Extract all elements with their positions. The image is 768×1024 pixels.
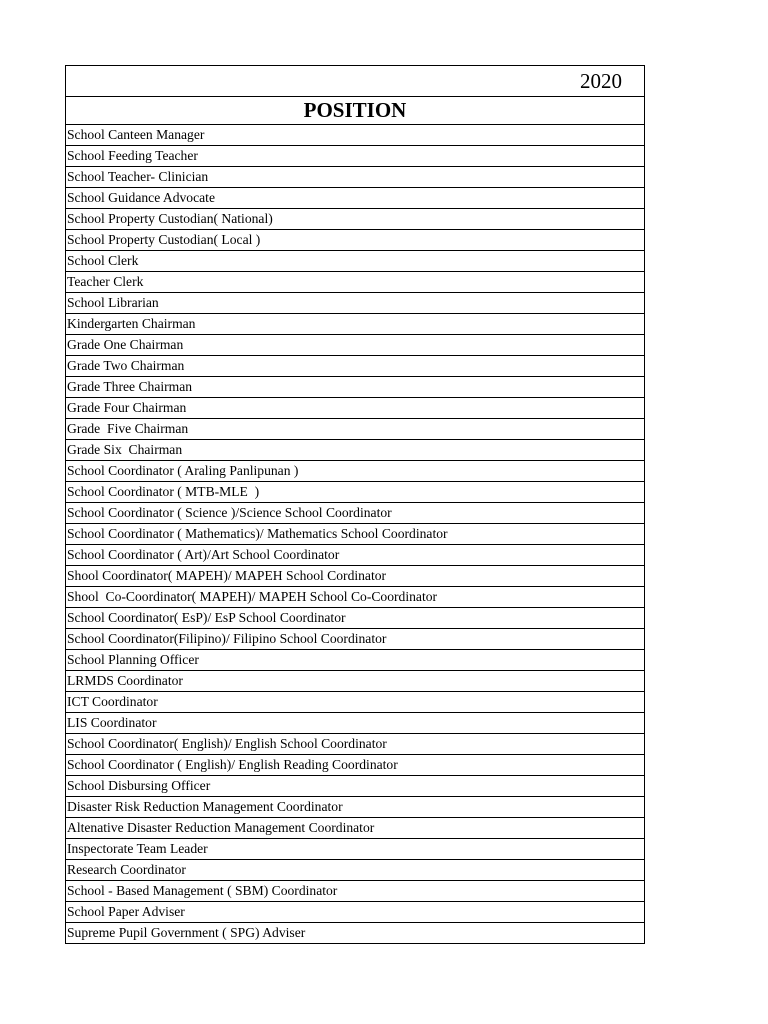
position-row: Inspectorate Team Leader xyxy=(66,839,644,860)
position-row: School Teacher- Clinician xyxy=(66,167,644,188)
position-row: School Coordinator ( Mathematics)/ Mathematics School Coordinator xyxy=(66,524,644,545)
position-row: ICT Coordinator xyxy=(66,692,644,713)
position-row: Grade Two Chairman xyxy=(66,356,644,377)
position-row: School Coordinator ( Araling Panlipunan ) xyxy=(66,461,644,482)
position-row: School Paper Adviser xyxy=(66,902,644,923)
position-row: Shool Coordinator( MAPEH)/ MAPEH School Cordinator xyxy=(66,566,644,587)
positions-list xyxy=(66,125,644,943)
position-row: School Librarian xyxy=(66,293,644,314)
positions-table xyxy=(65,65,645,944)
position-row: School Guidance Advocate xyxy=(66,188,644,209)
year-label: 2020 xyxy=(580,69,622,93)
position-row: Disaster Risk Reduction Management Coordinator xyxy=(66,797,644,818)
position-row: Altenative Disaster Reduction Management Coordinator xyxy=(66,818,644,839)
position-row: Teacher Clerk xyxy=(66,272,644,293)
position-row: Supreme Pupil Government ( SPG) Adviser xyxy=(67,925,306,940)
position-row: School Coordinator( EsP)/ EsP School Coordinator xyxy=(66,608,644,629)
position-row: School Disbursing Officer xyxy=(66,776,644,797)
position-header: POSITION xyxy=(66,97,644,125)
position-row: Grade Four Chairman xyxy=(66,398,644,419)
position-row: Shool Co-Coordinator( MAPEH)/ MAPEH School Co-Coordinator xyxy=(66,587,644,608)
position-row: Kindergarten Chairman xyxy=(66,314,644,335)
position-row: Research Coordinator xyxy=(66,860,644,881)
position-row: School Coordinator ( MTB-MLE ) xyxy=(66,482,644,503)
position-row: School - Based Management ( SBM) Coordinator xyxy=(66,881,644,902)
position-row: School Coordinator ( Art)/Art School Coordinator xyxy=(66,545,644,566)
position-row: LRMDS Coordinator xyxy=(66,671,644,692)
position-row: School Coordinator(Filipino)/ Filipino School Coordinator xyxy=(66,629,644,650)
position-row: LIS Coordinator xyxy=(66,713,644,734)
position-row: Grade Five Chairman xyxy=(66,419,644,440)
position-row: School Planning Officer xyxy=(66,650,644,671)
position-row: School Canteen Manager xyxy=(66,125,644,146)
position-row: School Coordinator ( English)/ English Reading Coordinator xyxy=(66,755,644,776)
position-row: Grade One Chairman xyxy=(66,335,644,356)
position-row: School Clerk xyxy=(66,251,644,272)
position-row: Grade Three Chairman xyxy=(66,377,644,398)
position-row: School Property Custodian( Local ) xyxy=(66,230,644,251)
year-row xyxy=(66,66,644,97)
position-row: Grade Six Chairman xyxy=(66,440,644,461)
position-row: School Coordinator( English)/ English School Coordinator xyxy=(66,734,644,755)
position-row: School Property Custodian( National) xyxy=(66,209,644,230)
position-row: School Coordinator ( Science )/Science School Coordinator xyxy=(66,503,644,524)
position-row: School Feeding Teacher xyxy=(66,146,644,167)
